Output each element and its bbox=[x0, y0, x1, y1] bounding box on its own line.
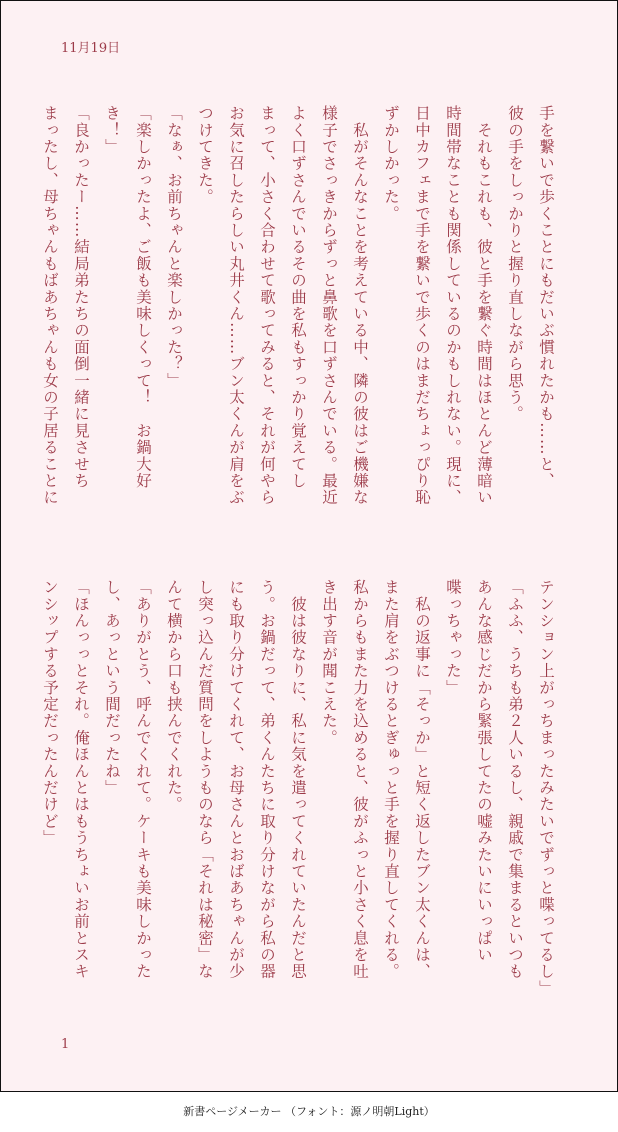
text-column: にも取り分けてくれて、お母さんとおばあちゃんが少 bbox=[227, 579, 245, 980]
text-block-lower bbox=[41, 579, 561, 1015]
text-column: 時間帯なことも関係しているのかもしれない。現に、 bbox=[444, 105, 462, 506]
text-column: 「良かったー……結局弟たちの面倒一緒に見させち bbox=[72, 105, 90, 490]
text-column: あんな感じだから緊張してたの嘘みたいにいっぱい bbox=[475, 579, 493, 964]
text-column: お気に召したらしい丸井くん……ブン太くんが肩をぶ bbox=[227, 105, 245, 506]
text-column: 様子でさっきからずっと鼻歌を口ずさんでいる。最近 bbox=[320, 105, 338, 506]
text-column: まって、小さく合わせて歌ってみると、それが何やら bbox=[258, 105, 276, 506]
text-column: ずかしかった。 bbox=[382, 105, 400, 222]
text-column: 喋っちゃった」 bbox=[444, 579, 462, 696]
text-column: テンション上がっちまったみたいでずっと喋ってるし」 bbox=[537, 579, 555, 997]
text-column: 「ほんっっとそれ。俺ほんとはもうちょいお前とスキ bbox=[72, 579, 90, 980]
text-column: 私の返事に「そっか」と短く返したブン太くんは、 bbox=[413, 579, 431, 980]
text-column: 彼は彼なりに、私に気を遣ってくれていたんだと思 bbox=[289, 579, 307, 980]
text-column: ンシップする予定だったんだけど」 bbox=[41, 579, 59, 847]
page-date: 11月19日 bbox=[61, 41, 121, 56]
text-block-upper bbox=[41, 105, 561, 541]
page-number: 1 bbox=[61, 1037, 70, 1052]
text-column: き！」 bbox=[103, 105, 121, 156]
text-column: し突っ込んだ質問をしようものなら「それは秘密」な bbox=[196, 579, 214, 980]
text-column: それもこれも、彼と手を繋ぐ時間はほとんど薄暗い bbox=[475, 105, 493, 506]
text-column: 「楽しかったよ、ご飯も美味しくって！ お鍋大好 bbox=[134, 105, 152, 490]
text-column: つけてきた。 bbox=[196, 105, 214, 206]
text-column: う。お鍋だって、弟くんたちに取り分けながら私の器 bbox=[258, 579, 276, 980]
text-column: 「ありがとう、呼んでくれて。ケーキも美味しかった bbox=[134, 579, 152, 980]
text-column: よく口ずさんでいるその曲を私もすっかり覚えてし bbox=[289, 105, 307, 490]
text-column: 「なぁ、お前ちゃんと楽しかった？」 bbox=[165, 105, 183, 389]
text-column: き出す音が聞こえた。 bbox=[320, 579, 338, 746]
text-column: まったし、母ちゃんもばあちゃんも女の子居ることに bbox=[41, 105, 59, 506]
text-column: 私からもまた力を込めると、彼がふっと小さく息を吐 bbox=[351, 579, 369, 980]
text-column: 彼の手をしっかりと握り直しながら思う。 bbox=[506, 105, 524, 423]
text-column: 「ふふ、うちも弟２人いるし、親戚で集まるといつも bbox=[506, 579, 524, 980]
text-column: んて横から口も挟んでくれた。 bbox=[165, 579, 183, 813]
text-column: 日中カフェまで手を繋いで歩くのはまだちょっぴり恥 bbox=[413, 105, 431, 506]
text-column: し、あっという間だったね」 bbox=[103, 579, 121, 797]
text-column: 手を繋いで歩くことにもだいぶ慣れたかも……と、 bbox=[537, 105, 555, 490]
text-column: また肩をぶつけるとぎゅっと手を握り直してくれる。 bbox=[382, 579, 400, 980]
text-column: 私がそんなことを考えている中、隣の彼はご機嫌な bbox=[351, 105, 369, 506]
caption: 新書ページメーカー （フォント：源ノ明朝Light） bbox=[183, 1105, 435, 1118]
